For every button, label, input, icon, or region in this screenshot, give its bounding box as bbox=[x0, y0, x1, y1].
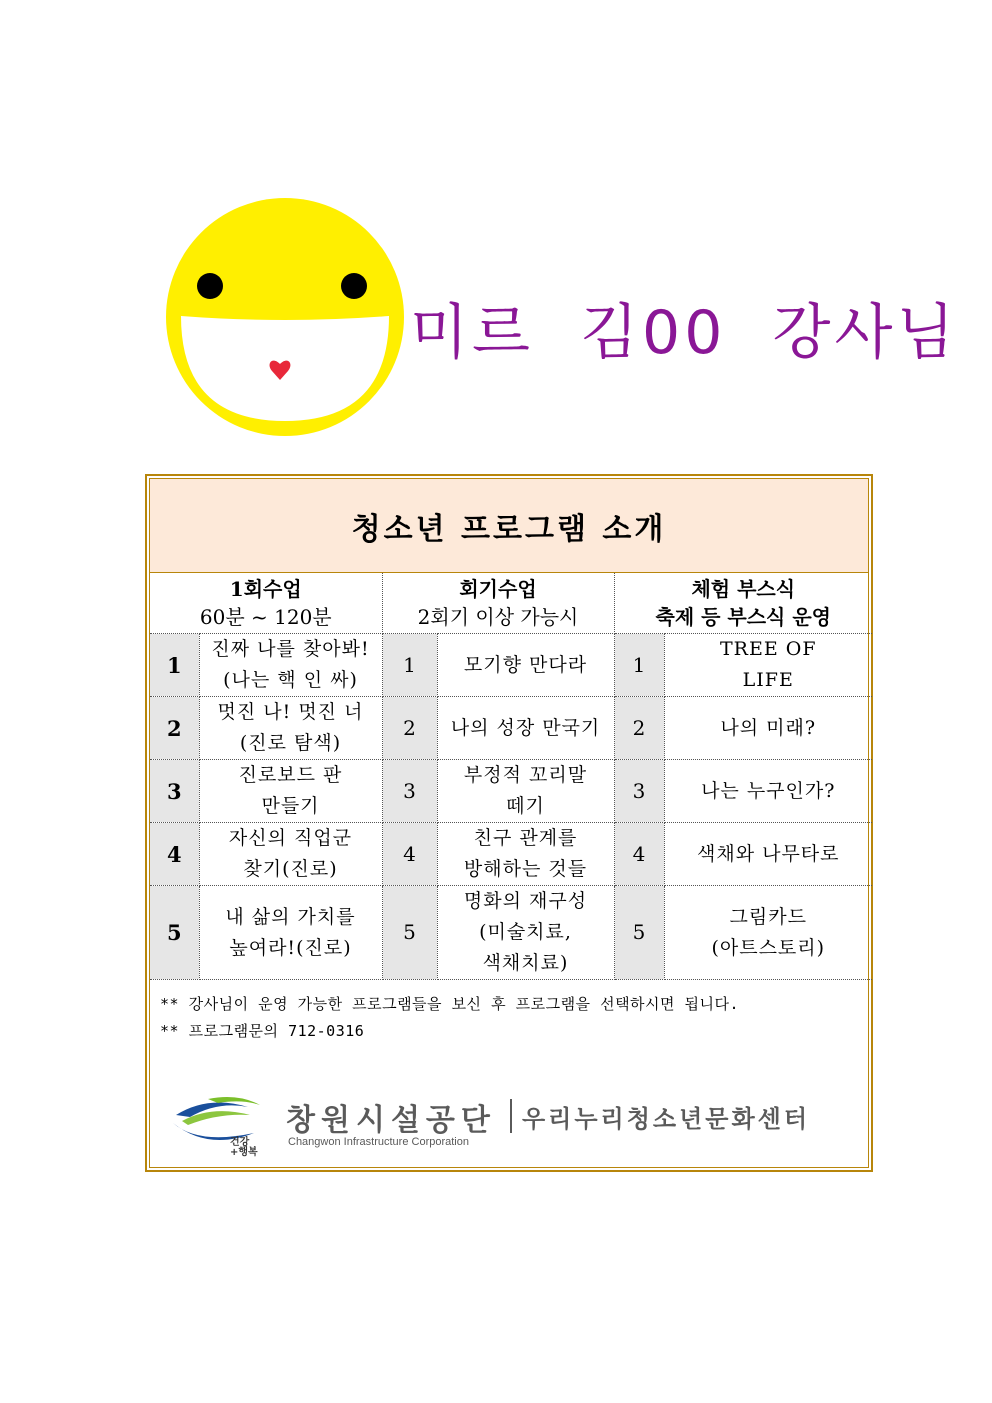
org-name-english: Changwon Infrastructure Corporation bbox=[288, 1136, 469, 1148]
row-number: 3 bbox=[614, 760, 664, 823]
program-cell: 명화의 재구성 (미술치료, 색채치료) bbox=[437, 886, 614, 980]
column-header-subtitle: 2회기 이상 가능시 bbox=[417, 605, 579, 629]
program-cell: 나의 성장 만국기 bbox=[437, 697, 614, 760]
row-number: 5 bbox=[614, 886, 664, 980]
program-cell: 친구 관계를 방해하는 것들 bbox=[437, 823, 614, 886]
column-header-subtitle: 60분 ~ 120분 bbox=[199, 605, 332, 629]
row-number: 5 bbox=[150, 886, 199, 980]
program-box bbox=[145, 474, 873, 1172]
program-cell: 그림카드 (아트스토리) bbox=[664, 886, 872, 980]
smiley-face-icon bbox=[164, 196, 406, 438]
program-cell: 모기향 만다라 bbox=[437, 634, 614, 697]
logo-divider bbox=[510, 1099, 512, 1133]
notes bbox=[160, 991, 739, 1045]
smiley-right-eye bbox=[341, 273, 367, 299]
program-cell: TREE OF LIFE bbox=[664, 634, 872, 697]
org-name: 창원시설공단 bbox=[286, 1103, 496, 1138]
center-name: 우리누리청소년문화센터 bbox=[522, 1105, 811, 1133]
row-number: 4 bbox=[382, 823, 437, 886]
row-number: 4 bbox=[614, 823, 664, 886]
program-cell: 나는 누구인가? bbox=[664, 760, 872, 823]
row-number: 2 bbox=[614, 697, 664, 760]
row-number: 2 bbox=[150, 697, 199, 760]
emblem-text-happiness: +행복 bbox=[230, 1147, 258, 1158]
table-row bbox=[150, 634, 872, 697]
program-table bbox=[150, 573, 872, 980]
smiley-left-eye bbox=[197, 273, 223, 299]
program-box-inner bbox=[149, 478, 869, 1168]
row-number: 5 bbox=[382, 886, 437, 980]
program-cell: 자신의 직업군 찾기(진로) bbox=[199, 823, 382, 886]
column-header-title: 체험 부스식 bbox=[691, 577, 796, 601]
program-cell: 진로보드 판 만들기 bbox=[199, 760, 382, 823]
row-number: 3 bbox=[382, 760, 437, 823]
table-row bbox=[150, 760, 872, 823]
row-number: 3 bbox=[150, 760, 199, 823]
column-header bbox=[150, 573, 382, 634]
row-number: 2 bbox=[382, 697, 437, 760]
column-header-subtitle: 축제 등 부스식 운영 bbox=[655, 605, 831, 629]
note-contact: ** 프로그램문의 712-0316 bbox=[160, 1022, 365, 1040]
table-row bbox=[150, 886, 872, 980]
column-header bbox=[614, 573, 872, 634]
row-number: 1 bbox=[150, 634, 199, 697]
program-cell: 부정적 꼬리말 떼기 bbox=[437, 760, 614, 823]
table-header-row bbox=[150, 573, 872, 634]
teacher-name: 미르 김00 강사님 bbox=[410, 298, 959, 368]
program-cell: 내 삶의 가치를 높여라!(진로) bbox=[199, 886, 382, 980]
table-row bbox=[150, 823, 872, 886]
table-row bbox=[150, 697, 872, 760]
row-number: 4 bbox=[150, 823, 199, 886]
row-number: 1 bbox=[614, 634, 664, 697]
column-header-title: 1회수업 bbox=[229, 577, 302, 601]
row-number: 1 bbox=[382, 634, 437, 697]
program-cell: 나의 미래? bbox=[664, 697, 872, 760]
program-cell: 멋진 나! 멋진 너 (진로 탐색) bbox=[199, 697, 382, 760]
column-header bbox=[382, 573, 614, 634]
emblem-text-health: 건강 bbox=[230, 1137, 250, 1148]
footer-logo bbox=[168, 1093, 858, 1157]
program-cell: 색채와 나무타로 bbox=[664, 823, 872, 886]
program-cell: 진짜 나를 찾아봐! (나는 핵 인 싸) bbox=[199, 634, 382, 697]
column-header-title: 회기수업 bbox=[459, 577, 537, 601]
program-title: 청소년 프로그램 소개 bbox=[150, 479, 868, 573]
note-selection: ** 강사님이 운영 가능한 프로그램들을 보신 후 프로그램을 선택하시면 됩니다. bbox=[160, 995, 740, 1013]
